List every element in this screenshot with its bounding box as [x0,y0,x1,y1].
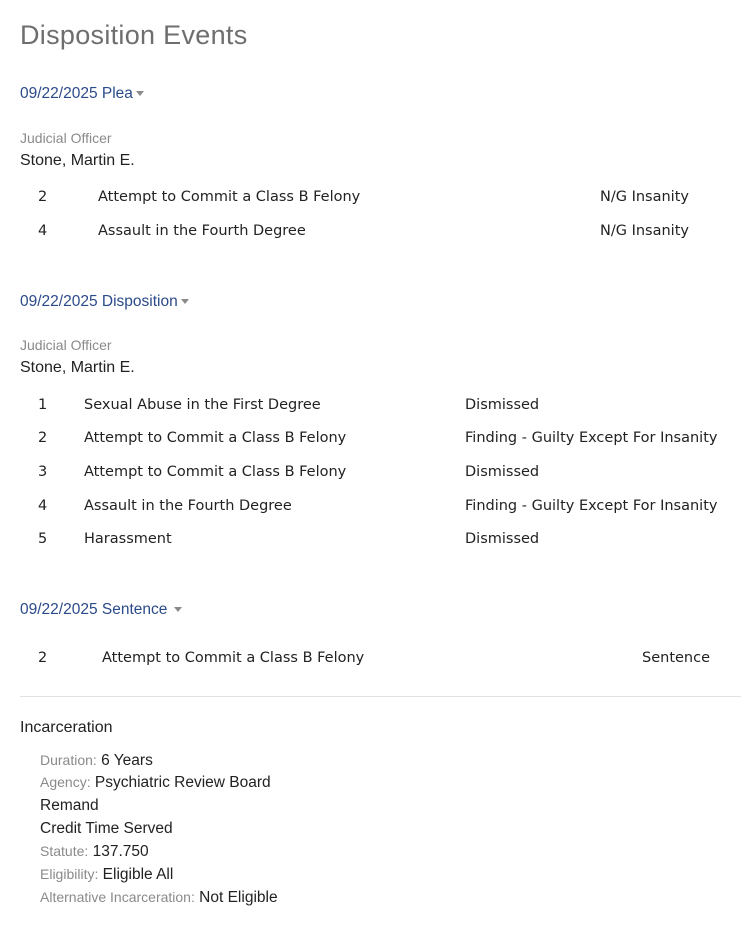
agency-value: Psychiatric Review Board [94,774,271,791]
count-number: 5 [38,531,48,547]
charge-description: Attempt to Commit a Class B Felony [98,189,361,205]
table-row [0,189,741,209]
plea-event-label[interactable]: 09/22/2025 Plea [20,85,133,102]
charge-description: Assault in the Fourth Degree [98,223,306,239]
count-number: 2 [38,430,48,446]
table-row [0,223,741,243]
eligibility-label: Eligibility: [40,866,99,882]
sentence-event-label[interactable]: 09/22/2025 Sentence [20,601,168,618]
table-row [0,430,741,450]
charge-result: N/G Insanity [600,189,689,205]
count-number: 2 [38,189,48,205]
chevron-down-icon[interactable] [174,607,182,612]
judicial-officer-name: Stone, Martin E. [20,359,135,376]
charge-description: Attempt to Commit a Class B Felony [84,430,347,446]
charge-result: N/G Insanity [600,223,689,239]
duration-value: 6 Years [101,752,153,769]
alternative-incarceration-label: Alternative Incarceration: [40,889,195,905]
statute-value: 137.750 [92,843,149,860]
chevron-down-icon[interactable] [181,299,189,304]
charge-result: Finding - Guilty Except For Insanity [465,498,718,514]
disposition-event-link[interactable] [20,293,189,311]
page-title: Disposition Events [20,20,248,50]
charge-description: Attempt to Commit a Class B Felony [102,650,365,666]
charge-result: Finding - Guilty Except For Insanity [465,430,718,446]
duration-label: Duration: [40,752,97,768]
alternative-incarceration-value: Not Eligible [199,889,278,906]
table-row [0,650,741,670]
charge-result: Dismissed [465,397,540,413]
table-row [0,531,741,551]
table-row [0,397,741,417]
alternative-incarceration-line [40,889,278,907]
charge-description: Attempt to Commit a Class B Felony [84,464,347,480]
statute-label: Statute: [40,843,89,859]
count-number: 4 [38,498,48,514]
table-row [0,498,741,518]
charge-description: Assault in the Fourth Degree [84,498,292,514]
count-number: 3 [38,464,48,480]
count-number: 4 [38,223,48,239]
judicial-officer-name: Stone, Martin E. [20,152,135,169]
charge-result: Sentence [642,650,711,666]
remand-text: Remand [40,797,99,814]
charge-description: Harassment [84,531,172,547]
charge-result: Dismissed [465,531,540,547]
count-number: 1 [38,397,48,413]
eligibility-value: Eligible All [102,866,174,883]
credit-time-served-text: Credit Time Served [40,820,173,837]
disposition-event-label[interactable]: 09/22/2025 Disposition [20,293,178,310]
charge-description: Sexual Abuse in the First Degree [84,397,321,413]
duration-line [40,752,153,770]
chevron-down-icon[interactable] [136,91,144,96]
incarceration-title: Incarceration [20,719,113,736]
sentence-event-link[interactable] [20,601,182,619]
agency-line [40,774,271,792]
count-number: 2 [38,650,48,666]
plea-event-link[interactable] [20,85,144,103]
judicial-officer-label: Judicial Officer [20,130,112,146]
agency-label: Agency: [40,774,91,790]
judicial-officer-label: Judicial Officer [20,337,112,353]
statute-line [40,843,149,861]
table-row [0,464,741,484]
eligibility-line [40,866,173,884]
charge-result: Dismissed [465,464,540,480]
section-divider [20,696,741,697]
